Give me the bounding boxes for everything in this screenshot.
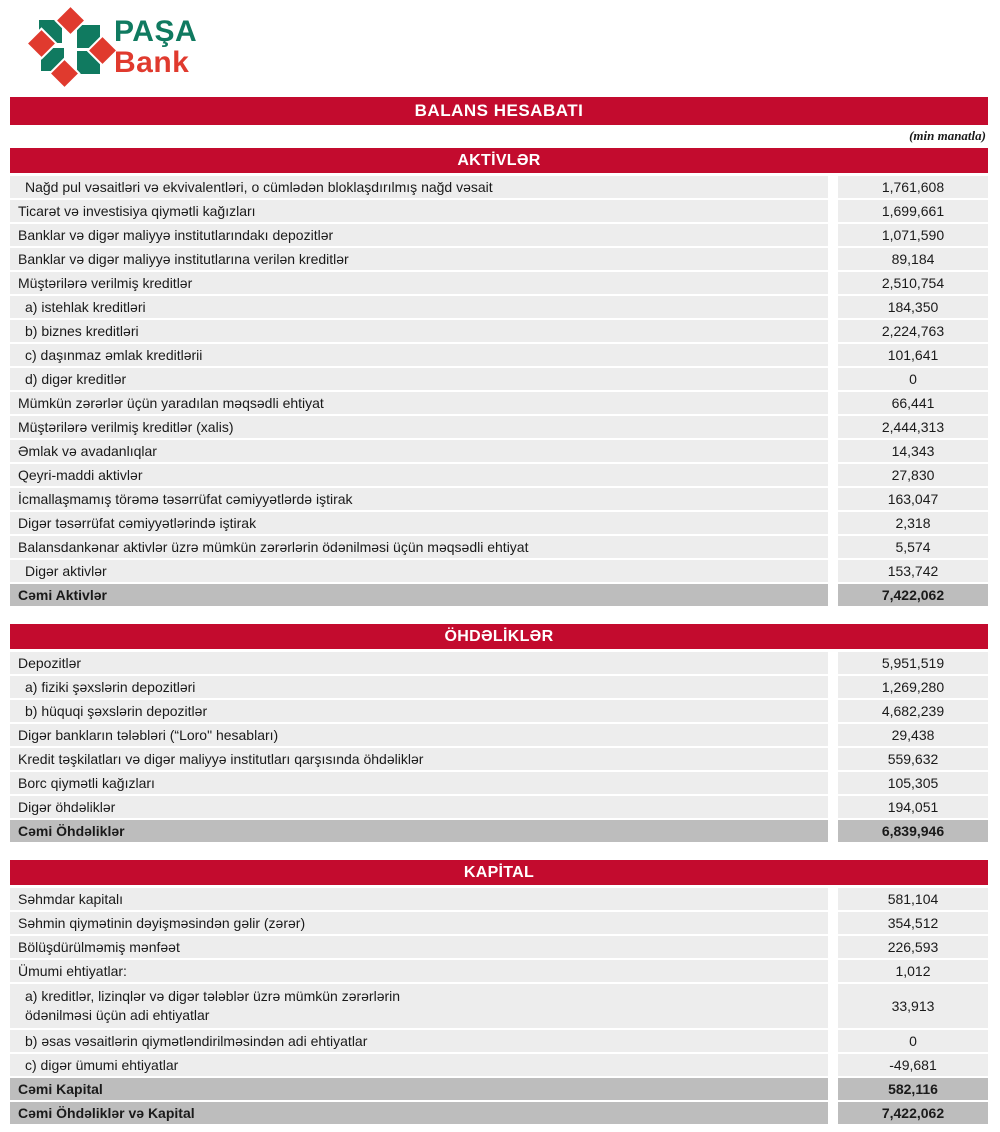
bank-name-bottom: Bank [114,46,190,79]
row-value: 581,104 [838,888,988,910]
row-value: 2,510,754 [838,272,988,294]
table-row [10,200,988,222]
row-value: 559,632 [838,748,988,770]
row-label: Cəmi Aktivlər [10,584,828,606]
bank-wordmark [114,16,197,78]
row-label: Səhmin qiymətinin dəyişməsindən gəlir (zərər) [10,912,828,934]
row-value: 105,305 [838,772,988,794]
table-row [10,536,988,558]
row-label: Digər öhdəliklər [10,796,828,818]
table-row [10,1030,988,1052]
row-label: a) fiziki şəxslərin depozitləri [10,676,828,698]
table-row [10,320,988,342]
table-row [10,368,988,390]
row-label: Kredit təşkilatları və digər maliyyə institutları qarşısında öhdəliklər [10,748,828,770]
row-label: Digər aktivlər [10,560,828,582]
row-value: 194,051 [838,796,988,818]
row-label: b) biznes kreditləri [10,320,828,342]
table-row [10,392,988,414]
row-label: Bölüşdürülməmiş mənfəət [10,936,828,958]
section-header: ÖHDƏLİKLƏR [10,624,988,649]
section-body [10,176,988,606]
row-value: 163,047 [838,488,988,510]
bank-name-top: PAŞA [114,15,198,48]
row-value: -49,681 [838,1054,988,1076]
table-row [10,344,988,366]
table-row [10,272,988,294]
pasha-bank-logo-icon [28,6,114,88]
row-value: 1,761,608 [838,176,988,198]
row-value: 226,593 [838,936,988,958]
row-value: 1,699,661 [838,200,988,222]
bank-header [10,0,988,97]
report-section [10,624,988,842]
table-row [10,652,988,674]
row-value: 2,224,763 [838,320,988,342]
table-row [10,936,988,958]
row-value: 0 [838,1030,988,1052]
row-label: İcmallaşmamış törəmə təsərrüfat cəmiyyətlərdə iştirak [10,488,828,510]
table-row [10,676,988,698]
row-value: 14,343 [838,440,988,462]
section-header: AKTİVLƏR [10,148,988,173]
table-row [10,176,988,198]
row-value: 7,422,062 [838,1102,988,1124]
row-value: 2,318 [838,512,988,534]
row-value: 184,350 [838,296,988,318]
table-row [10,1102,988,1124]
row-label: b) hüquqi şəxslərin depozitlər [10,700,828,722]
row-value: 89,184 [838,248,988,270]
report-title: BALANS HESABATI [414,101,584,120]
row-value: 1,269,280 [838,676,988,698]
row-value: 2,444,313 [838,416,988,438]
row-label: Cəmi Öhdəliklər və Kapital [10,1102,828,1124]
report-title-bar [10,97,988,125]
row-label: Müştərilərə verilmiş kreditlər (xalis) [10,416,828,438]
row-label: Əmlak və avadanlıqlar [10,440,828,462]
report-section [10,860,988,1124]
row-label: Səhmdar kapitalı [10,888,828,910]
row-value: 7,422,062 [838,584,988,606]
table-row [10,512,988,534]
row-value: 29,438 [838,724,988,746]
row-label: Mümkün zərərlər üçün yaradılan məqsədli ehtiyat [10,392,828,414]
row-label: Cəmi Kapital [10,1078,828,1100]
table-row [10,1078,988,1100]
row-label: Borc qiymətli kağızları [10,772,828,794]
row-value: 101,641 [838,344,988,366]
row-value: 354,512 [838,912,988,934]
row-label: Cəmi Öhdəliklər [10,820,828,842]
table-row [10,224,988,246]
row-label: b) əsas vəsaitlərin qiymətləndirilməsindən adi ehtiyatlar [10,1030,828,1052]
row-value: 33,913 [838,984,988,1028]
row-value: 4,682,239 [838,700,988,722]
table-row [10,416,988,438]
table-row [10,960,988,982]
table-row [10,296,988,318]
table-row [10,488,988,510]
row-label: Ümumi ehtiyatlar: [10,960,828,982]
section-body [10,888,988,1124]
row-value: 5,951,519 [838,652,988,674]
table-row [10,748,988,770]
row-label: Balansdankənar aktivlər üzrə mümkün zərərlərin ödənilməsi üçün məqsədli ehtiyat [10,536,828,558]
row-label: Digər təsərrüfat cəmiyyətlərində iştirak [10,512,828,534]
row-label: Müştərilərə verilmiş kreditlər [10,272,828,294]
row-label: c) digər ümumi ehtiyatlar [10,1054,828,1076]
table-row [10,912,988,934]
row-value: 0 [838,368,988,390]
table-row [10,248,988,270]
report-sections [10,148,988,1124]
row-value: 1,012 [838,960,988,982]
table-row [10,560,988,582]
row-label: Banklar və digər maliyyə institutlarındakı depozitlər [10,224,828,246]
table-row [10,796,988,818]
table-row [10,700,988,722]
row-label: Qeyri-maddi aktivlər [10,464,828,486]
row-label: Depozitlər [10,652,828,674]
section-body [10,652,988,842]
row-label: a) istehlak kreditləri [10,296,828,318]
row-label: Banklar və digər maliyyə institutlarına verilən kreditlər [10,248,828,270]
row-label: a) kreditlər, lizinqlər və digər tələblər üzrə mümkün zərərlərin ödənilməsi üçün adi ehtiyatlar [10,984,828,1028]
table-row [10,888,988,910]
table-row [10,724,988,746]
row-value: 153,742 [838,560,988,582]
row-value: 1,071,590 [838,224,988,246]
row-value: 6,839,946 [838,820,988,842]
table-row [10,984,988,1028]
section-header: KAPİTAL [10,860,988,885]
unit-note: (min manatla) [909,128,986,143]
row-value: 66,441 [838,392,988,414]
table-row [10,464,988,486]
table-row [10,820,988,842]
report-section [10,148,988,606]
table-row [10,772,988,794]
row-value: 27,830 [838,464,988,486]
row-label: d) digər kreditlər [10,368,828,390]
table-row [10,440,988,462]
row-label: Digər bankların tələbləri (“Loro" hesabları) [10,724,828,746]
table-row [10,584,988,606]
row-value: 5,574 [838,536,988,558]
row-label: c) daşınmaz əmlak kreditlərii [10,344,828,366]
row-value: 582,116 [838,1078,988,1100]
row-label: Nağd pul vəsaitləri və ekvivalentləri, o cümlədən bloklaşdırılmış nağd vəsait [10,176,828,198]
table-row [10,1054,988,1076]
row-label: Ticarət və investisiya qiymətli kağızları [10,200,828,222]
